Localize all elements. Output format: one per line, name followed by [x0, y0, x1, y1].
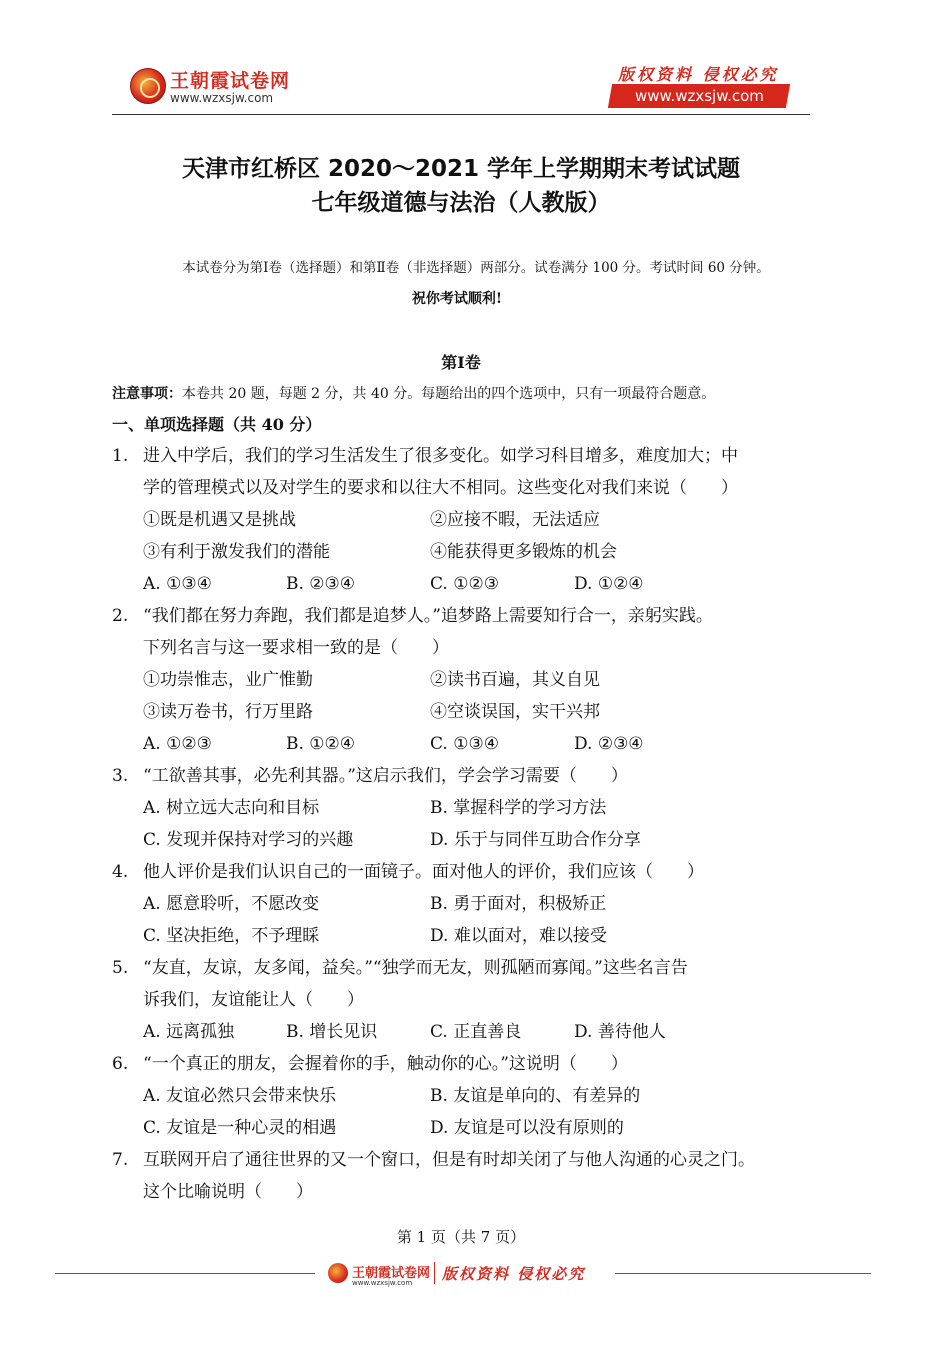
answer-option: C. 正直善良	[430, 1022, 522, 1042]
question-text: 诉我们，友谊能让人（ ）	[143, 990, 364, 1010]
notice-label: 注意事项：	[112, 386, 182, 402]
answer-option: D. 乐于与同伴互助合作分享	[430, 830, 641, 850]
question-text: “工欲善其事，必先利其器。”这启示我们，学会学习需要（ ）	[143, 766, 628, 786]
question-number: 7.	[112, 1150, 129, 1170]
answer-option: B. ①②④	[286, 734, 356, 754]
answer-option: D. ①②④	[574, 574, 644, 594]
answer-option: B. 勇于面对，积极矫正	[430, 894, 607, 914]
answer-option: A. 树立远大志向和目标	[143, 798, 320, 818]
exam-intro: 本试卷分为第Ⅰ卷（选择题）和第Ⅱ卷（非选择题）两部分。试卷满分 100 分。考试时间 60 分钟。	[182, 260, 770, 276]
exam-subtitle: 七年级道德与法治（人教版）	[311, 190, 611, 216]
url-banner-text: www.wzxsjw.com	[634, 87, 764, 105]
good-luck-text: 祝你考试顺利!	[411, 291, 503, 307]
answer-option: D. 难以面对，难以接受	[430, 926, 607, 946]
footer-rule-right	[615, 1273, 871, 1274]
question-text: “一个真正的朋友，会握着你的手，触动你的心。”这说明（ ）	[143, 1054, 628, 1074]
question-text: 互联网开启了通往世界的又一个窗口，但是有时却关闭了与他人沟通的心灵之门。	[143, 1150, 755, 1170]
site-logo-name: 王朝霞试卷网	[170, 70, 291, 92]
answer-option: C. 坚决拒绝，不予理睬	[143, 926, 320, 946]
footer-logo-url: www.wzxsjw.com	[352, 1279, 413, 1287]
copyright-notice: 版权资料 侵权必究	[618, 65, 779, 84]
answer-option: A. 愿意聆听，不愿改变	[143, 894, 320, 914]
answer-option: A. ①③④	[143, 574, 212, 594]
exam-title: 天津市红桥区 2020～2021 学年上学期期末考试试题	[181, 156, 741, 182]
page-number: 第 1 页（共 7 页）	[396, 1228, 526, 1246]
site-logo-seal	[130, 68, 166, 104]
answer-option: D. ②③④	[574, 734, 644, 754]
statement-item: ③有利于激发我们的潜能	[143, 542, 330, 562]
question-text: 他人评价是我们认识自己的一面镜子。面对他人的评价，我们应该（ ）	[143, 862, 704, 882]
header-divider	[112, 114, 810, 115]
statement-item: ①既是机遇又是挑战	[143, 510, 296, 530]
statement-item: ②读书百遍，其义自见	[430, 670, 600, 690]
answer-option: C. 友谊是一种心灵的相遇	[143, 1118, 337, 1138]
question-number: 5.	[112, 958, 129, 978]
answer-option: C. ①②③	[430, 574, 499, 594]
footer-rule-left	[55, 1273, 315, 1274]
answer-option: B. 掌握科学的学习方法	[430, 798, 607, 818]
answer-option: C. 发现并保持对学习的兴趣	[143, 830, 354, 850]
statement-item: ②应接不暇，无法适应	[430, 510, 600, 530]
statement-item: ①功崇惟志，业广惟勤	[143, 670, 313, 690]
answer-option: B. 增长见识	[286, 1022, 378, 1042]
question-text: 学的管理模式以及对学生的要求和以往大不相同。这些变化对我们来说（ ）	[143, 478, 738, 498]
answer-option: D. 友谊是可以没有原则的	[430, 1118, 624, 1138]
statement-item: ④空谈误国，实干兴邦	[430, 702, 600, 722]
question-number: 1.	[112, 446, 129, 466]
answer-option: A. 友谊必然只会带来快乐	[143, 1086, 337, 1106]
question-number: 2.	[112, 606, 129, 626]
question-number: 3.	[112, 766, 129, 786]
footer-copyright: 版权资料 侵权必究	[442, 1265, 586, 1283]
answer-option: B. ②③④	[286, 574, 356, 594]
answer-option: B. 友谊是单向的、有差异的	[430, 1086, 641, 1106]
statement-item: ③读万卷书，行万里路	[143, 702, 313, 722]
question-text: 进入中学后，我们的学习生活发生了很多变化。如学习科目增多，难度加大；中	[143, 446, 738, 466]
answer-option: A. 远离孤独	[143, 1022, 235, 1042]
footer-logo-name: 王朝霞试卷网	[352, 1266, 431, 1281]
site-logo-url: www.wzxsjw.com	[170, 91, 274, 105]
part-title: 一、单项选择题（共 40 分）	[112, 415, 322, 434]
footer-logo-seal	[328, 1263, 348, 1283]
statement-item: ④能获得更多锻炼的机会	[430, 542, 617, 562]
question-text: 下列名言与这一要求相一致的是（ ）	[143, 638, 449, 658]
footer-divider	[434, 1262, 435, 1284]
answer-option: C. ①③④	[430, 734, 499, 754]
question-text: “我们都在努力奔跑，我们都是追梦人。”追梦路上需要知行合一，亲躬实践。	[143, 606, 713, 626]
question-number: 4.	[112, 862, 129, 882]
section-heading: 第Ⅰ卷	[441, 353, 481, 372]
answer-option: A. ①②③	[143, 734, 212, 754]
question-text: “友直，友谅，友多闻，益矣。”“独学而无友，则孤陋而寡闻。”这些名言告	[143, 958, 688, 978]
answer-option: D. 善待他人	[574, 1022, 666, 1042]
question-number: 6.	[112, 1054, 129, 1074]
notice-text: 本卷共 20 题，每题 2 分，共 40 分。每题给出的四个选项中，只有一项最符合题意。	[182, 386, 716, 402]
notice	[112, 383, 715, 403]
question-text: 这个比喻说明（ ）	[143, 1182, 313, 1202]
url-banner	[608, 84, 790, 108]
